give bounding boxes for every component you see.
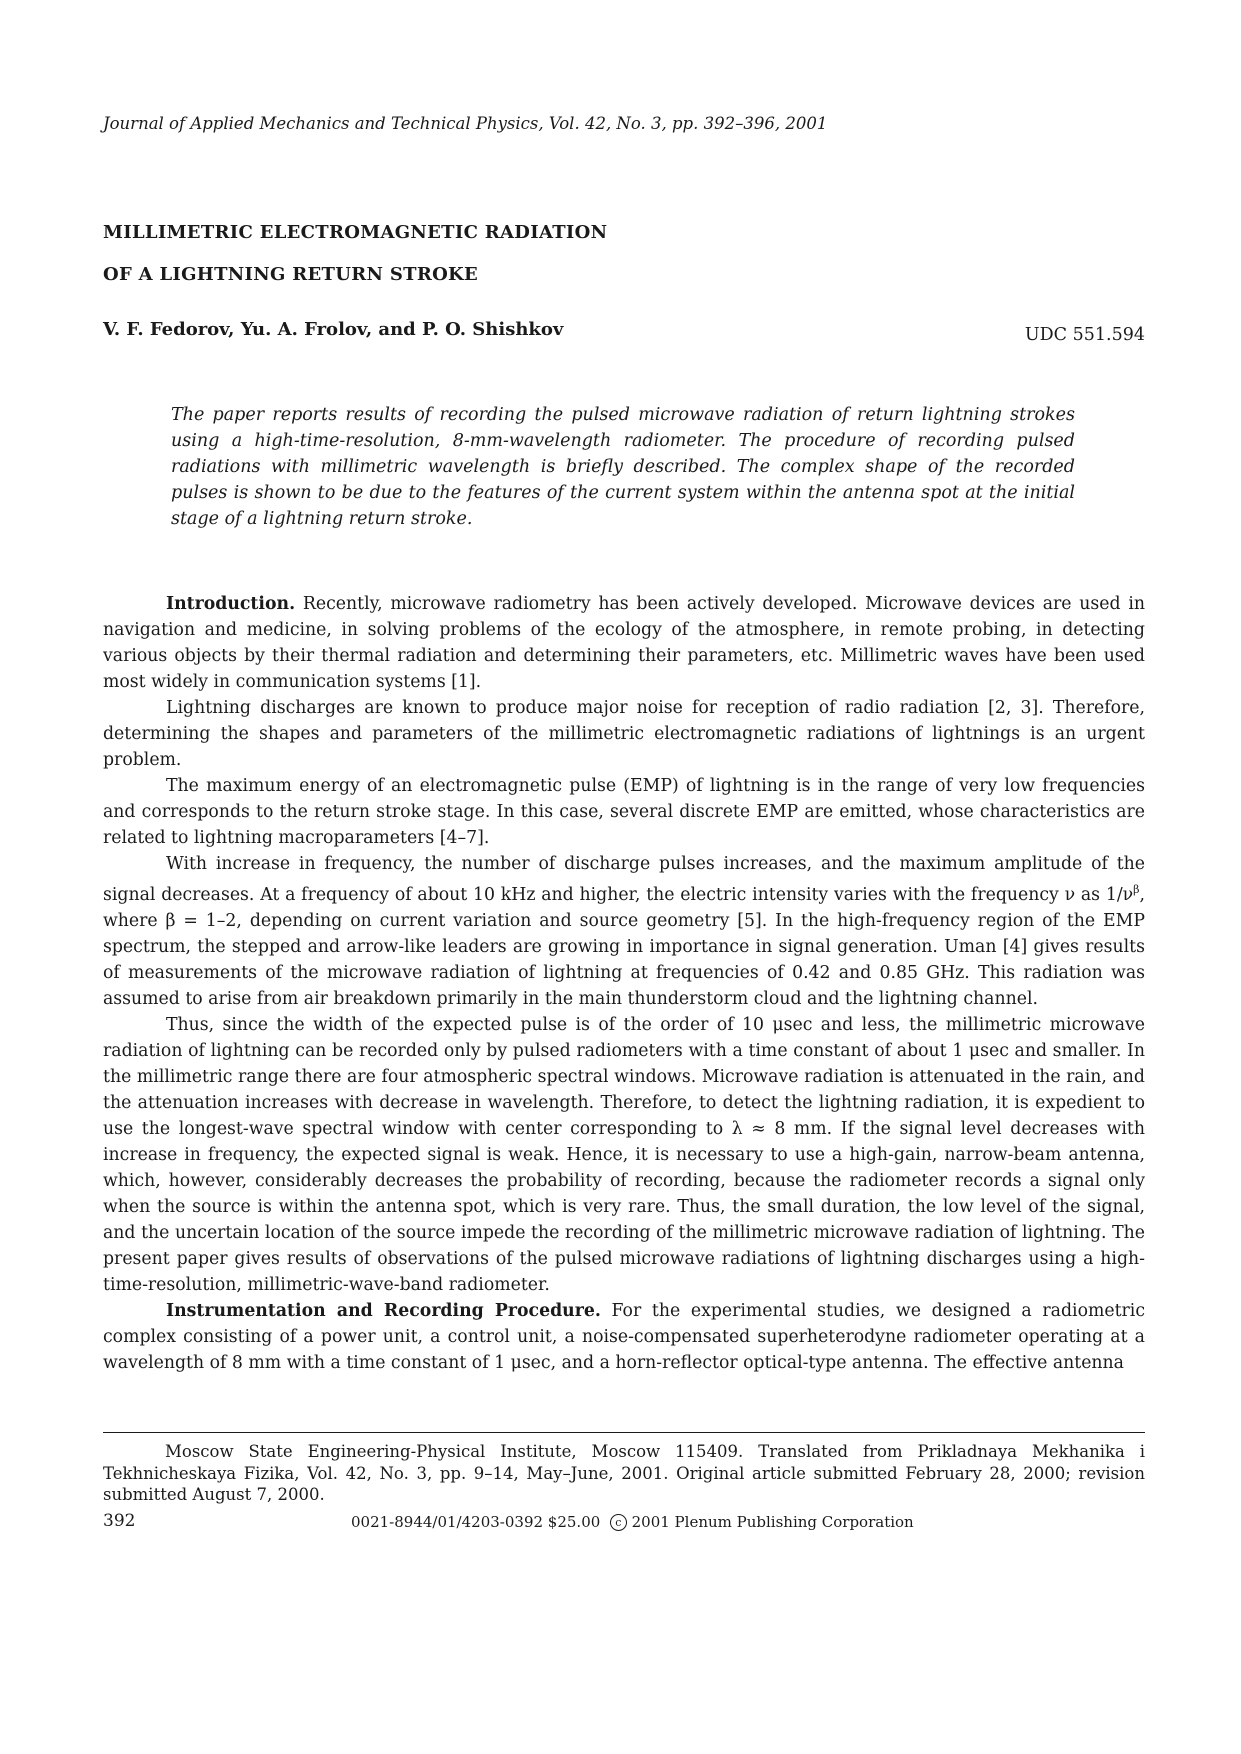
paragraph-text: Recently, microwave radiometry has been actively developed. Microwave devices are used in navigation and medicine, in solving problems of the ecology of the atmosphere, in remote probing, in detecting various objects by their thermal radiation and determining their parameters, etc. Millimetric waves have been used most widely in communication systems [1]. — [103, 594, 1145, 692]
footnote-divider — [103, 1432, 1145, 1433]
abstract: The paper reports results of recording the pulsed microwave radiation of return lightning strokes using a high-time-resolution, 8-mm-wavelength radiometer. The procedure of recording pulsed radiations with millimetric wavelength is briefly described. The complex shape of the recorded pulses is shown to be due to the features of the current system within the antenna spot at the initial stage of a lightning return stroke. — [171, 405, 1075, 529]
copyright-icon: c — [610, 1514, 627, 1531]
udc-code: UDC 551.594 — [1024, 325, 1145, 345]
paper-title — [103, 212, 607, 296]
paragraph: Lightning discharges are known to produce major noise for reception of radio radiation [2, 3]. Therefore, determining the shapes and parameters of the millimetric electromagnetic radiations of lightnings is an urgent problem. — [103, 698, 1145, 770]
authors: V. F. Fedorov, Yu. A. Frolov, and P. O. Shishkov — [103, 319, 564, 340]
paragraph: Thus, since the width of the expected pulse is of the order of 10 μsec and less, the millimetric microwave radiation of lightning can be recorded only by pulsed radiometers with a time constant of about 1 μsec and smaller. In the millimetric range there are four atmospheric spectral windows. Microwave radiation is attenuated in the rain, and the attenuation increases with decrease in wavelength. Therefore, to detect the lightning radiation, it is expedient to use the longest-wave spectral window with center corresponding to λ ≈ 8 mm. If the signal level decreases with increase in frequency, the expected signal is weak. Hence, it is necessary to use a high-gain, narrow-beam antenna, which, however, considerably decreases the probability of recording, because the radiometer records a signal only when the source is within the antenna spot, which is very rare. Thus, the small duration, the low level of the signal, and the uncertain location of the source impede the recording of the millimetric microwave radiation of lightning. The present paper gives results of observations of the pulsed microwave radiations of lightning discharges using a high-time-resolution, millimetric-wave-band radiometer. — [103, 1014, 1145, 1295]
publisher: 2001 Plenum Publishing Corporation — [631, 1513, 914, 1531]
footnote — [103, 1441, 1145, 1506]
journal-citation: Journal of Applied Mechanics and Technical Physics, Vol. 42, No. 3, pp. 392–396, 2001 — [103, 114, 828, 133]
superscript-beta: β — [1133, 883, 1140, 896]
paragraph — [103, 851, 1145, 1012]
paragraph-introduction — [103, 591, 1145, 695]
title-line-2: OF A LIGHTNING RETURN STROKE — [103, 264, 479, 285]
footnote-text: Moscow State Engineering-Physical Institute, Moscow 115409. Translated from Prikladnaya Mekhanika i Tekhnicheskaya Fizika, Vol. 42, No. 3, pp. 9–14, May–June, 2001. Original article submitted February 28, 2000; revision submitted August 7, 2000. — [103, 1442, 1145, 1504]
body-text — [103, 591, 1145, 1376]
paragraph-instrumentation — [103, 1298, 1145, 1376]
section-heading-instrumentation: Instrumentation and Recording Procedure. — [166, 1300, 601, 1321]
paragraph-text: , where β = 1–2, depending on current variation and source geometry [5]. In the high-frequency region of the EMP spectrum, the stepped and arrow-like leaders are growing in importance in signal generation. Uman [4] gives results of measurements of the microwave radiation of lightning at frequencies of 0.42 and 0.85 GHz. This radiation was assumed to arise from air breakdown primarily in the main thunderstorm cloud and the lightning channel. — [103, 884, 1145, 1009]
issn-price: 0021-8944/01/4203-0392 $25.00 — [351, 1513, 601, 1531]
section-heading-introduction: Introduction. — [166, 594, 296, 614]
page-number: 392 — [103, 1511, 136, 1531]
paragraph-text: For the experimental studies, we designed a radiometric complex consisting of a power unit, a control unit, a noise-compensated superheterodyne radiometer operating at a wavelength of 8 mm with a time constant of 1 μsec, and a horn-reflector optical-type antenna. The effective antenna — [103, 1300, 1145, 1373]
paragraph-text: With increase in frequency, the number of discharge pulses increases, and the maximum amplitude of the signal decreases. At a frequency of about 10 kHz and higher, the electric intensity varies with the frequency ν as 1/ν — [103, 854, 1145, 905]
title-line-1: MILLIMETRIC ELECTROMAGNETIC RADIATION — [103, 222, 608, 243]
copyright-line — [351, 1513, 914, 1531]
paragraph: The maximum energy of an electromagnetic pulse (EMP) of lightning is in the range of very low frequencies and corresponds to the return stroke stage. In this case, several discrete EMP are emitted, whose characteristics are related to lightning macroparameters [4–7]. — [103, 776, 1145, 848]
